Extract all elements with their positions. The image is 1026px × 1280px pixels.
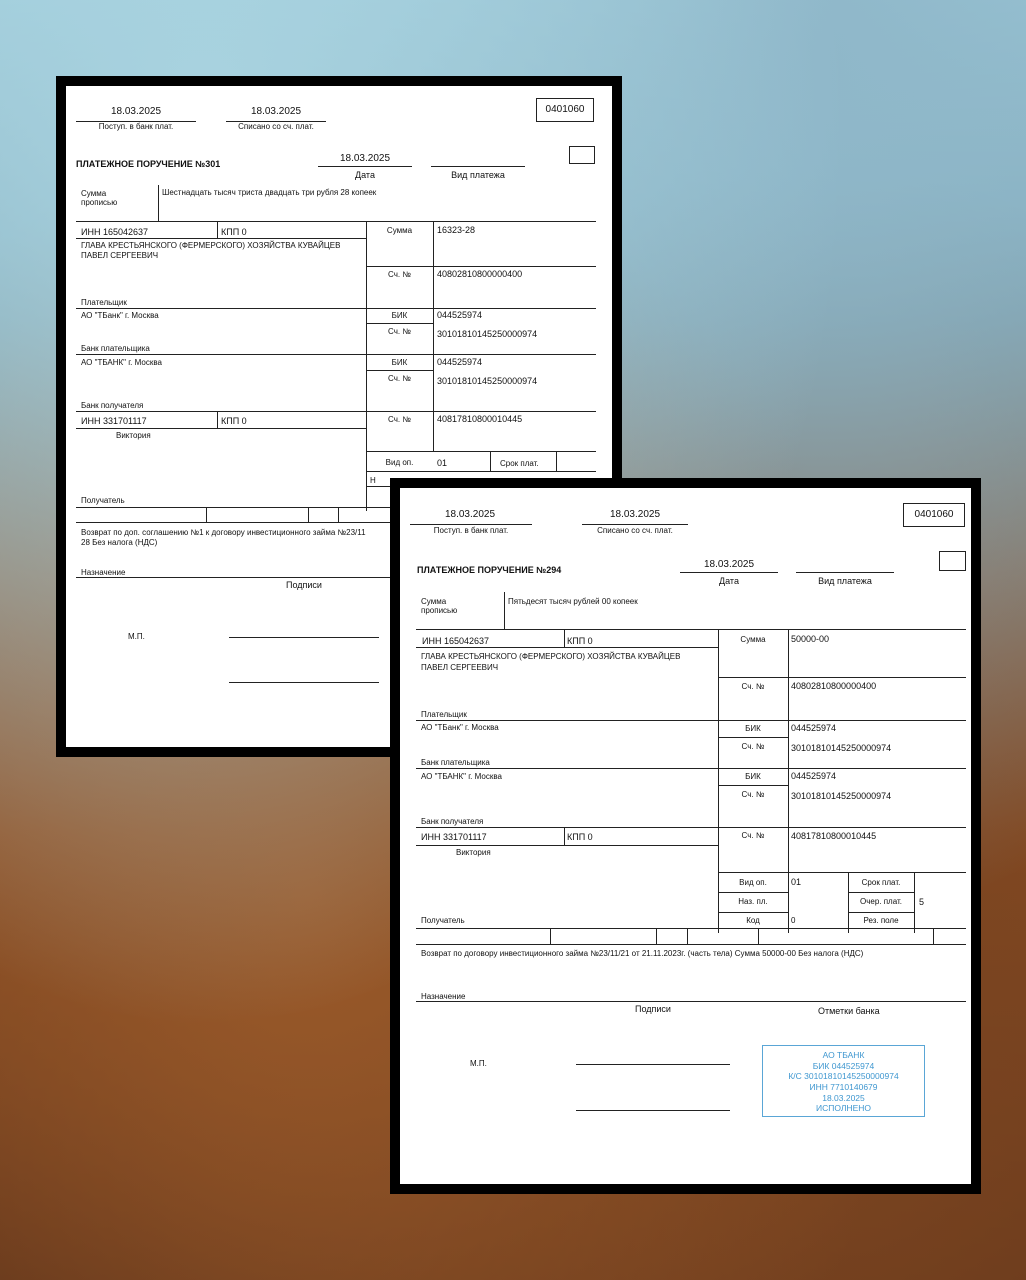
- amount-label: Сумма: [386, 226, 413, 235]
- signatures-label: Подписи: [286, 580, 322, 590]
- purpose-line1: Возврат по доп. соглашению №1 к договору инвестиционного займа №23/11: [81, 528, 366, 537]
- recipient-bank-bik-label: БИК: [745, 772, 761, 781]
- payer-inn: ИНН 165042637: [81, 227, 149, 237]
- code-value: 0: [791, 916, 796, 925]
- recipient-bank-bik: 044525974: [437, 357, 483, 367]
- recipient-bank-label: Банк получателя: [81, 401, 144, 410]
- payer-bank-label: Банк плательщика: [421, 758, 490, 767]
- op-type-label: Вид оп.: [739, 878, 767, 887]
- payer-bank-account: 30101810145250000974: [791, 743, 892, 753]
- payer-bank-account-label: Сч. №: [741, 742, 765, 751]
- purpose-label: Назначение: [81, 568, 126, 577]
- amount: 50000-00: [791, 634, 830, 644]
- document-title: ПЛАТЕЖНОЕ ПОРУЧЕНИЕ №301: [76, 159, 221, 169]
- payer-bank: АО "ТБанк" г. Москва: [421, 723, 499, 732]
- payer-account: 40802810800000400: [791, 681, 877, 691]
- amount-label: Сумма: [740, 635, 766, 644]
- signature-line-1: [229, 637, 379, 638]
- due-label: Срок плат.: [500, 459, 539, 468]
- payment-code-box: [939, 551, 966, 571]
- payer-kpp: КПП 0: [567, 636, 593, 646]
- date-received: 18.03.2025: [444, 509, 496, 520]
- recipient-inn: ИНН 331701117: [81, 416, 147, 426]
- reserve-label: Рез. поле: [863, 916, 899, 925]
- recipient-label: Получатель: [81, 496, 125, 505]
- signatures-label: Подписи: [635, 1004, 671, 1014]
- payer-bank-account-label: Сч. №: [388, 327, 411, 336]
- signature-line-1: [576, 1064, 730, 1065]
- recipient-account-label: Сч. №: [741, 831, 765, 840]
- recipient-bank-bik-label: БИК: [391, 358, 408, 367]
- recipient-bank: АО "ТБАНК" г. Москва: [81, 358, 162, 367]
- recipient-inn: ИНН 331701117: [421, 832, 487, 842]
- date-received: 18.03.2025: [110, 106, 162, 117]
- document-title: ПЛАТЕЖНОЕ ПОРУЧЕНИЕ №294: [417, 565, 562, 575]
- signature-line-2: [229, 682, 379, 683]
- payer-account-label: Сч. №: [741, 682, 765, 691]
- seal-label: М.П.: [128, 632, 145, 641]
- recipient-kpp: КПП 0: [567, 832, 593, 842]
- recipient-bank: АО "ТБАНК" г. Москва: [421, 772, 502, 781]
- seal-label: М.П.: [470, 1059, 487, 1068]
- date-received-label: Поступ. в банк плат.: [98, 122, 174, 131]
- recipient-name: Виктория: [456, 848, 491, 857]
- date-label: Дата: [355, 170, 375, 180]
- queue-label: Очер. плат.: [859, 897, 902, 906]
- recipient-bank-account-label: Сч. №: [741, 790, 765, 799]
- recipient-name: Виктория: [116, 431, 151, 440]
- op-type: 01: [437, 458, 448, 468]
- amount: 16323-28: [437, 225, 476, 235]
- op-type-label: Вид оп.: [385, 458, 414, 467]
- purpose-code-label: Наз. пл.: [738, 897, 768, 906]
- payment-type-label: Вид платежа: [818, 576, 872, 586]
- date-debited-label: Списано со сч. плат.: [597, 526, 673, 535]
- payer-name-line2: ПАВЕЛ СЕРГЕЕВИЧ: [81, 251, 159, 260]
- form-code: 0401060: [536, 98, 594, 122]
- recipient-bank-bik: 044525974: [791, 771, 837, 781]
- payment-order-294: [390, 478, 981, 1194]
- recipient-bank-account: 30101810145250000974: [437, 376, 538, 386]
- recipient-label: Получатель: [421, 916, 465, 925]
- stamp-line: БИК 044525974: [812, 1060, 875, 1071]
- bank-stamp: [762, 1045, 925, 1117]
- date-received-label: Поступ. в банк плат.: [433, 526, 509, 535]
- payer-bank-label: Банк плательщика: [81, 344, 150, 353]
- due-label: Срок плат.: [861, 878, 901, 887]
- amount-words-label: Сумма прописью: [421, 597, 458, 616]
- purpose-text: Возврат по договору инвестиционного займа №23/11/21 от 21.11.2023г. (часть тела) Сумма 50000-00 Без налога (НДС): [421, 949, 864, 958]
- code-label: Код: [746, 916, 760, 925]
- date-debited-label: Списано со сч. плат.: [238, 122, 314, 131]
- payment-code-box: [569, 146, 595, 164]
- payer-account: 40802810800000400: [437, 269, 523, 279]
- recipient-account: 40817810800010445: [791, 831, 877, 841]
- payer-bank-bik: 044525974: [791, 723, 837, 733]
- amount-words-label: Сумма прописью: [81, 189, 118, 208]
- payer-name-line1: ГЛАВА КРЕСТЬЯНСКОГО (ФЕРМЕРСКОГО) ХОЗЯЙСТВА КУВАЙЦЕВ: [421, 652, 681, 661]
- purpose-label: Назначение: [421, 992, 466, 1001]
- form-code: 0401060: [903, 503, 965, 527]
- signature-line-2: [576, 1110, 730, 1111]
- stamp-line: ИНН 7710140679: [809, 1081, 878, 1092]
- payer-bank-bik-label: БИК: [391, 311, 408, 320]
- payer-bank-bik-label: БИК: [745, 724, 761, 733]
- recipient-bank-label: Банк получателя: [421, 817, 484, 826]
- payer-bank: АО "ТБанк" г. Москва: [81, 311, 159, 320]
- stamp-line: К/С 30101810145250000974: [788, 1071, 899, 1082]
- payer-inn: ИНН 165042637: [422, 636, 490, 646]
- payer-bank-account: 30101810145250000974: [437, 329, 538, 339]
- date-label: Дата: [719, 576, 739, 586]
- payer-name-line2: ПАВЕЛ СЕРГЕЕВИЧ: [421, 663, 499, 672]
- stamp-line: 18.03.2025: [822, 1092, 865, 1103]
- op-type: 01: [791, 877, 802, 887]
- payer-name-line1: ГЛАВА КРЕСТЬЯНСКОГО (ФЕРМЕРСКОГО) ХОЗЯЙСТВА КУВАЙЦЕВ: [81, 241, 341, 250]
- date-debited: 18.03.2025: [609, 509, 661, 520]
- amount-in-words: Шестнадцать тысяч триста двадцать три рубля 28 копеек: [162, 188, 377, 197]
- payer-kpp: КПП 0: [221, 227, 247, 237]
- recipient-kpp: КПП 0: [221, 416, 247, 426]
- payment-type-label: Вид платежа: [451, 170, 505, 180]
- recipient-account-label: Сч. №: [388, 415, 411, 424]
- queue-value: 5: [919, 897, 925, 907]
- date-debited: 18.03.2025: [250, 106, 302, 117]
- stamp-line: ИСПОЛНЕНО: [815, 1103, 871, 1114]
- payer-label: Плательщик: [81, 298, 127, 307]
- stamp-line: АО ТБАНК: [822, 1050, 865, 1060]
- purpose-code-partial: Н: [370, 476, 376, 485]
- document-date: 18.03.2025: [703, 559, 755, 570]
- payer-label: Плательщик: [421, 710, 467, 719]
- payer-bank-bik: 044525974: [437, 310, 483, 320]
- recipient-bank-account: 30101810145250000974: [791, 791, 892, 801]
- purpose-line2: 28 Без налога (НДС): [81, 538, 158, 547]
- recipient-bank-account-label: Сч. №: [388, 374, 411, 383]
- document-date: 18.03.2025: [339, 153, 391, 164]
- recipient-account: 40817810800010445: [437, 414, 523, 424]
- bank-marks-label: Отметки банка: [818, 1006, 880, 1016]
- amount-in-words: Пятьдесят тысяч рублей 00 копеек: [508, 597, 638, 606]
- payer-account-label: Сч. №: [388, 270, 411, 279]
